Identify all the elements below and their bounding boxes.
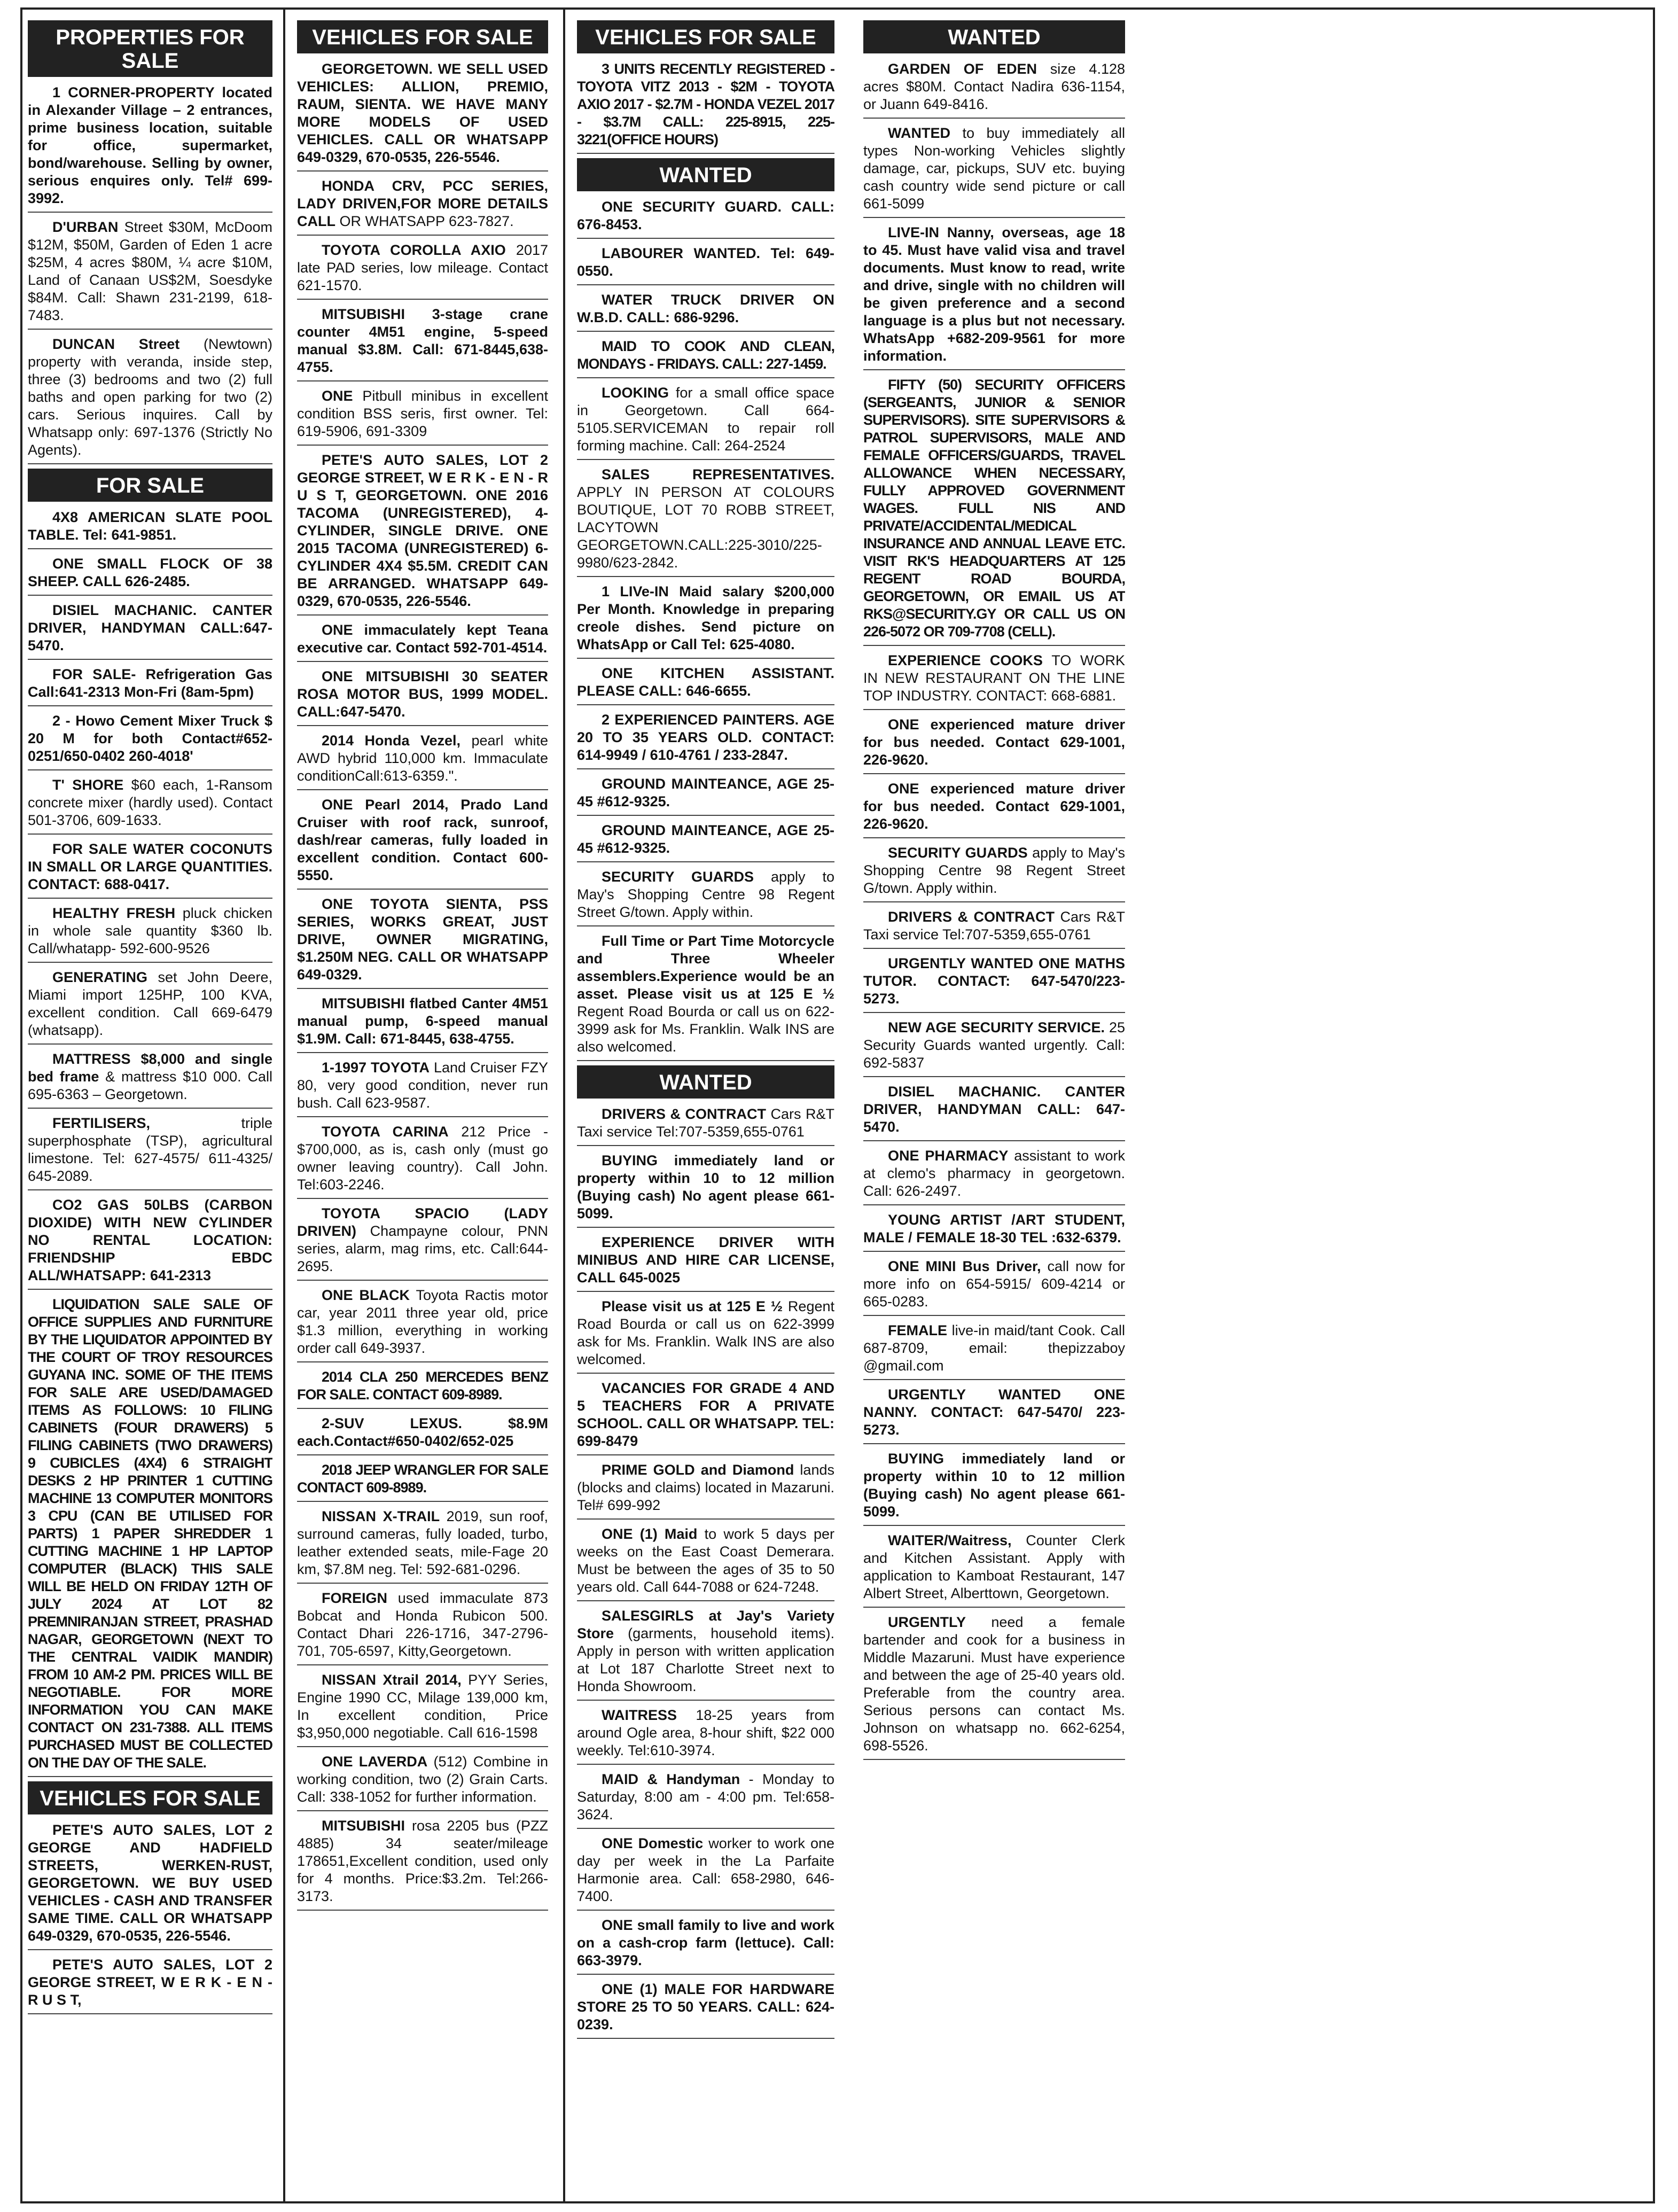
ad-lead: DRIVERS & CONTRACT bbox=[602, 1106, 766, 1122]
ad-text: PETE'S AUTO SALES, LOT 2 GEORGE AND HADFIELD STREETS, WERKEN-RUST, GEORGETOWN. WE BUY USED VEHICLES - CASH AND TRANSFER SAME TIME. CALL OR WHATSAPP 649-0329, 670-0535, 226-5546. bbox=[28, 1822, 272, 1944]
classified-ad bbox=[577, 663, 834, 705]
ad-text: BUYING immediately land or property within 10 to 12 million (Buying cash) No agent please 661-5099. bbox=[863, 1451, 1125, 1520]
classified-ad bbox=[297, 1460, 548, 1502]
section-heading: WANTED bbox=[577, 1065, 834, 1099]
ad-lead: NEW AGE SECURITY SERVICE. bbox=[888, 1019, 1105, 1035]
classified-ad bbox=[577, 1378, 834, 1455]
ad-text: ONE KITCHEN ASSISTANT. PLEASE CALL: 646-6655. bbox=[577, 665, 834, 699]
ad-lead: 1-1997 TOYOTA bbox=[322, 1060, 430, 1076]
ad-text: Counter Clerk and Kitchen Assistant. Apply with application to Kamboat Restaurant, 147 Albert Street, Alberttown, Georgetown. bbox=[863, 1532, 1125, 1601]
classified-ad bbox=[577, 59, 834, 154]
classified-ad bbox=[297, 1285, 548, 1362]
classified-ad bbox=[577, 581, 834, 659]
ad-text: triple superphosphate (TSP), agricultural limestone. Tel: 627-4575/ 611-4325/ 645-2089. bbox=[28, 1115, 272, 1184]
classified-ad bbox=[577, 1606, 834, 1701]
ad-text: rosa 2205 bus (PZZ 4885) 34 seater/mileage 178651,Excellent condition, used only for 4 months. Price:$3.2m. Tel:266-3173. bbox=[297, 1818, 548, 1904]
classified-ad bbox=[863, 1530, 1125, 1608]
classified-ad bbox=[297, 240, 548, 300]
classified-ad bbox=[863, 1320, 1125, 1380]
ad-text: call now for more info on 654-5915/ 609-4214 or 665-0283. bbox=[863, 1258, 1125, 1310]
ad-text: 2-SUV LEXUS. $8.9M each.Contact#650-0402/652-025 bbox=[297, 1415, 548, 1449]
ad-text: for a small office space in Georgetown. Call 664-5105.SERVICEMAN to repair roll forming machine. Call: 264-2524 bbox=[577, 385, 834, 454]
ad-lead: SALES REPRESENTATIVES. bbox=[602, 466, 834, 482]
ad-lead: WAITRESS bbox=[602, 1707, 677, 1723]
ad-text: CO2 GAS 50LBS (CARBON DIOXIDE) WITH NEW CYLINDER NO RENTAL LOCATION: FRIENDSHIP EBDC ALL/WHATSAPP: 641-2313 bbox=[28, 1197, 272, 1283]
classified-ad bbox=[577, 464, 834, 577]
ad-text: ONE TOYOTA SIENTA, PSS SERIES, WORKS GREAT, JUST DRIVE, OWNER MIGRATING, $1.250M NEG. CALL OR WHATSAPP 649-0329. bbox=[297, 896, 548, 983]
ad-lead: MAID & Handyman bbox=[602, 1771, 740, 1787]
ad-lead: ONE bbox=[322, 388, 353, 404]
column-3 bbox=[577, 16, 834, 2043]
ad-lead: Full Time or Part Time Motorcycle and Three Wheeler assemblers.Experience would be an asset. Please visit us at 125 E ½ bbox=[577, 933, 834, 1002]
classified-ad bbox=[577, 1979, 834, 2039]
classified-ad bbox=[577, 867, 834, 926]
classified-ad bbox=[577, 243, 834, 285]
classified-ad bbox=[28, 1954, 272, 2014]
ad-lead: ONE Domestic bbox=[602, 1835, 704, 1851]
ad-lead: ONE LAVERDA bbox=[322, 1754, 428, 1770]
classified-ad bbox=[577, 710, 834, 769]
ad-text: FIFTY (50) SECURITY OFFICERS (SERGEANTS, JUNIOR & SENIOR SUPERVISORS). SITE SUPERVISORS & PATROL SUPERVISORS, MALE AND FEMALE OFFICERS/GUARDS, TRAVEL ALLOWANCE WHEN NECESSARY, FULLY APPROVED GOVERNMENT WAGES. FULL NIS AND PRIVATE/ACCIDENTAL/MEDICAL INSURANCE AND ANNUAL LEAVE ETC. VISIT RK'S HEADQUARTERS AT 125 REGENT ROAD BOURDA, GEORGETOWN, OR EMAIL US AT RKS@SECURITY.GY OR CALL US ON 226-5072 OR 709-7708 (CELL). bbox=[863, 377, 1125, 640]
classified-ad bbox=[863, 778, 1125, 838]
ad-text: used immaculate 873 Bobcat and Honda Rubicon 500. Contact Dhari 226-1716, 347-2796-701, 705-6597, Kitty,Georgetown. bbox=[297, 1590, 548, 1659]
ad-text: set John Deere, Miami import 125HP, 100 KVA, excellent condition. Call 669-6479 (whatsapp). bbox=[28, 969, 272, 1038]
ad-lead: SALESGIRLS at Jay's Variety Store bbox=[577, 1608, 834, 1641]
ad-text: ONE Pearl 2014, Prado Land Cruiser with roof rack, sunroof, dash/rear cameras, fully loaded in excellent condition. Contact 600-5550. bbox=[297, 797, 548, 883]
classified-ad bbox=[577, 1705, 834, 1765]
ad-text: ONE experienced mature driver for bus needed. Contact 629-1001, 226-9620. bbox=[863, 716, 1125, 768]
ad-lead: FEMALE bbox=[888, 1322, 947, 1338]
ad-text: pearl white AWD hybrid 110,000 km. Immaculate conditionCall:613-6359.". bbox=[297, 733, 548, 784]
ad-text: MAID TO COOK AND CLEAN, MONDAYS - FRIDAYS. CALL: 227-1459. bbox=[577, 338, 834, 372]
classified-ad bbox=[297, 1121, 548, 1199]
classified-ad bbox=[28, 334, 272, 464]
classified-ad bbox=[28, 217, 272, 330]
classified-ad bbox=[863, 907, 1125, 949]
ad-text: 212 Price - $700,000, as is, cash only (must go owner leaving country). Call John. Tel:603-2246. bbox=[297, 1124, 548, 1193]
ad-text: LABOURER WANTED. Tel: 649-0550. bbox=[577, 245, 834, 279]
classified-ad bbox=[297, 59, 548, 172]
classified-ad bbox=[297, 993, 548, 1053]
classified-ad bbox=[297, 450, 548, 616]
classified-ad bbox=[863, 953, 1125, 1013]
ad-text: ONE small family to live and work on a cash-crop farm (lettuce). Call: 663-3979. bbox=[577, 1917, 834, 1968]
classified-ad bbox=[577, 1150, 834, 1228]
classified-ad bbox=[28, 839, 272, 899]
ad-text: lands (blocks and claims) located in Mazaruni. Tel# 699-992 bbox=[577, 1462, 834, 1513]
ad-lead: FOREIGN bbox=[322, 1590, 388, 1606]
ad-lead: HONDA CRV, PCC SERIES, LADY DRIVEN,FOR MORE DETAILS CALL bbox=[297, 178, 548, 229]
ad-text: 2019, sun roof, surround cameras, fully loaded, turbo, leather extended seats, mile-Fage 20 km, $7.8M neg. Tel: 592-681-0296. bbox=[297, 1508, 548, 1577]
classified-ad bbox=[297, 1057, 548, 1117]
ad-text: URGENTLY WANTED ONE NANNY. CONTACT: 647-5470/ 223-5273. bbox=[863, 1387, 1125, 1438]
ad-text: 2 - Howo Cement Mixer Truck $ 20 M for both Contact#652-0251/650-0402 260-4018' bbox=[28, 713, 272, 764]
classified-ad bbox=[577, 1833, 834, 1911]
ad-text: live-in maid/tant Cook. Call 687-8709, email: thepizzaboy @gmail.com bbox=[863, 1322, 1125, 1374]
ad-text: apply to May's Shopping Centre 98 Regent Street G/town. Apply within. bbox=[577, 869, 834, 920]
ad-lead: NISSAN X-TRAIL bbox=[322, 1508, 440, 1524]
ad-text: LIQUIDATION SALE SALE OF OFFICE SUPPLIES AND FURNITURE BY THE LIQUIDATOR APPOINTED BY THE COURT OF TROY RESOURCES GUYANA INC. SOME OF THE ITEMS FOR SALE ARE USED/DAMAGED ITEMS AS FOLLOWS: 10 FILING CABINETS (FOUR DRAWERS) 5 FILING CABINETS (TWO DRAWERS) 9 CUBICLES (4X4) 6 STRAIGHT DESKS 2 HP PRINTER 1 CUTTING MACHINE 13 COMPUTER MONITORS 3 CPU (CAN BE UTILISED FOR PARTS) 1 PAPER SHREDDER 1 CUTTING MACHINE 1 HP LAPTOP COMPUTER (BLACK) THIS SALE WILL BE HELD ON FRIDAY 12TH OF JULY 2024 AT LOT 82 PREMNIRANJAN STREET, PRASHAD NAGAR, GEORGETOWN (NEXT TO THE CENTRAL VAIDIK MANDIR) FROM 10 AM-2 PM. PRICES WILL BE NEGOTIABLE. FOR MORE INFORMATION YOU CAN MAKE CONTACT ON 231-7388. ALL ITEMS PURCHASED MUST BE COLLECTED ON THE DAY OF THE SALE. bbox=[28, 1296, 272, 1771]
classified-ad bbox=[863, 1256, 1125, 1316]
ad-text: OR WHATSAPP 623-7827. bbox=[335, 213, 514, 229]
ad-text: (Newtown) property with veranda, inside step, three (3) bedrooms and two (2) full baths and open parking for two (2) cars. Serious inquires. Call by Whatsapp only: 697-1376 (Strictly No Agents). bbox=[28, 336, 272, 458]
ad-text: Champayne colour, PNN series, alarm, mag rims, etc. Call:644-2695. bbox=[297, 1223, 548, 1274]
ad-text: Pitbull minibus in excellent condition BSS seris, first owner. Tel: 619-5906, 691-3309 bbox=[297, 388, 548, 439]
section-heading: FOR SALE bbox=[28, 469, 272, 502]
ad-lead: MATTRESS $8,000 and single bed frame bbox=[28, 1051, 272, 1085]
classified-ad bbox=[28, 507, 272, 549]
ad-text: PETE'S AUTO SALES, LOT 2 GEORGE STREET, W E R K - E N - R U S T, GEORGETOWN. ONE 2016 TACOMA (UNREGISTERED), 4-CYLINDER, SINGLE DRIVE. ONE 2015 TACOMA (UNREGISTERED) 6-CYLINDER 4X4 $5.5M. CREDIT CAN BE ARRANGED. WHATSAPP 649-0329, 670-0535, 226-5546. bbox=[297, 452, 548, 609]
ad-text: YOUNG ARTIST /ART STUDENT, MALE / FEMALE 18-30 TEL :632-6379. bbox=[863, 1212, 1125, 1245]
ad-text: to work 5 days per weeks on the East Coast Demerara. Must be between the ages of 35 to 50 years old. Call 644-7088 or 624-7248. bbox=[577, 1526, 834, 1595]
ad-text: DISIEL MACHANIC. CANTER DRIVER, HANDYMAN CALL:647-5470. bbox=[28, 602, 272, 653]
ad-text: (512) Combine in working condition, two (2) Grain Carts. Call: 338-1052 for further information. bbox=[297, 1754, 548, 1805]
ad-lead: ONE PHARMACY bbox=[888, 1148, 1009, 1164]
classified-ad bbox=[577, 1524, 834, 1601]
classified-ad bbox=[863, 59, 1125, 119]
ad-lead: DRIVERS & CONTRACT bbox=[888, 909, 1055, 925]
classified-ad bbox=[863, 1448, 1125, 1526]
classified-ad bbox=[28, 711, 272, 770]
classified-ad bbox=[863, 1384, 1125, 1444]
classified-ad bbox=[297, 1367, 548, 1409]
classified-ad bbox=[28, 775, 272, 835]
classified-ad bbox=[297, 1413, 548, 1455]
ad-text: 1 CORNER-PROPERTY located in Alexander Village – 2 entrances, prime business location, suitable for office, supermarket, bond/warehouse. Selling by owner, serious enquires only. Tel# 699-3992. bbox=[28, 84, 272, 206]
classified-ad bbox=[863, 1017, 1125, 1077]
classified-ad bbox=[577, 1232, 834, 1292]
ad-lead: T' SHORE bbox=[52, 777, 124, 793]
ad-text: VACANCIES FOR GRADE 4 AND 5 TEACHERS FOR A PRIVATE SCHOOL. CALL OR WHATSAPP. TEL: 699-8479 bbox=[577, 1380, 834, 1449]
ad-text: to buy immediately all types Non-working Vehicles slightly damage, car, pickups, SUV etc. buying cash country wide send picture or call 661-5099 bbox=[863, 125, 1125, 212]
ad-text: ONE MITSUBISHI 30 SEATER ROSA MOTOR BUS, 1999 MODEL. CALL:647-5470. bbox=[297, 668, 548, 720]
ad-text: LIVE-IN Nanny, overseas, age 18 to 45. Must have valid visa and travel documents. Must know to read, write and drive, single with no children will be given preference and a second language is a plus but not necessary. WhatsApp +682-209-9561 for more information. bbox=[863, 224, 1125, 364]
column-4 bbox=[863, 16, 1125, 1764]
classified-ad bbox=[28, 1049, 272, 1109]
ad-text: ONE experienced mature driver for bus needed. Contact 629-1001, 226-9620. bbox=[863, 781, 1125, 832]
ad-text: Cars R&T Taxi service Tel:707-5359,655-0761 bbox=[863, 909, 1125, 943]
ad-text: ONE SECURITY GUARD. CALL: 676-8453. bbox=[577, 199, 834, 232]
ad-lead: HEALTHY FRESH bbox=[52, 905, 176, 921]
classified-ad bbox=[863, 714, 1125, 774]
classified-ad bbox=[297, 666, 548, 726]
ad-text: size 4.128 acres $80M. Contact Nadira 636-1154, or Juann 649-8416. bbox=[863, 61, 1125, 112]
ad-text: - Monday to Saturday, 8:00 am - 4:00 pm. Tel:658-3624. bbox=[577, 1771, 834, 1822]
classified-ad bbox=[28, 1294, 272, 1777]
ad-lead: TOYOTA SPACIO (LADY DRIVEN) bbox=[297, 1205, 548, 1239]
classified-ad bbox=[28, 600, 272, 660]
ad-lead: 2014 Honda Vezel, bbox=[322, 733, 461, 749]
ad-text: & mattress $10 000. Call 695-6363 – Georgetown. bbox=[28, 1069, 272, 1102]
ad-text: GROUND MAINTEANCE, AGE 25-45 #612-9325. bbox=[577, 776, 834, 809]
ad-text: TO WORK IN NEW RESTAURANT ON THE LINE TOP INDUSTRY. CONTACT: 668-6881. bbox=[863, 652, 1125, 704]
ad-text: FOR SALE WATER COCONUTS IN SMALL OR LARGE QUANTITIES. CONTACT: 688-0417. bbox=[28, 841, 272, 892]
classified-ad bbox=[577, 336, 834, 378]
ad-text: pluck chicken in whole sale quantity $360 lb. Call/whatapp- 592-600-9526 bbox=[28, 905, 272, 956]
ad-text: Cars R&T Taxi service Tel:707-5359,655-0761 bbox=[577, 1106, 834, 1140]
ad-lead: LOOKING bbox=[602, 385, 669, 401]
classified-ad bbox=[297, 1816, 548, 1911]
classified-ad bbox=[863, 1612, 1125, 1760]
classified-ad bbox=[28, 554, 272, 596]
classified-ad bbox=[28, 1820, 272, 1950]
classified-ad bbox=[297, 1506, 548, 1584]
column-1 bbox=[28, 16, 272, 2019]
ad-text: FOR SALE- Refrigeration Gas Call:641-2313 Mon-Fri (8am-5pm) bbox=[28, 666, 272, 700]
ad-text: MITSUBISHI flatbed Canter 4M51 manual pump, 6-speed manual $1.9M. Call: 671-8445, 638-4755. bbox=[297, 995, 548, 1047]
classified-ad bbox=[577, 774, 834, 816]
ad-text: Toyota Ractis motor car, year 2011 three year old, price $1.3 million, everything in working order call 649-3937. bbox=[297, 1287, 548, 1356]
ad-text: ONE SMALL FLOCK OF 38 SHEEP. CALL 626-2485. bbox=[28, 556, 272, 589]
ad-lead: DUNCAN Street bbox=[52, 336, 180, 352]
ad-text: WATER TRUCK DRIVER ON W.B.D. CALL: 686-9296. bbox=[577, 292, 834, 325]
classified-ad bbox=[863, 1210, 1125, 1252]
ad-lead: EXPERIENCE COOKS bbox=[888, 652, 1043, 668]
classified-ad bbox=[863, 843, 1125, 902]
classified-ad bbox=[577, 1460, 834, 1520]
classified-ad bbox=[297, 894, 548, 989]
ad-lead: SECURITY GUARDS bbox=[888, 845, 1028, 861]
classified-ad bbox=[297, 1588, 548, 1665]
section-heading: VEHICLES FOR SALE bbox=[297, 20, 548, 53]
classified-ad bbox=[297, 1203, 548, 1281]
classified-ad bbox=[577, 1104, 834, 1146]
ad-lead: D'URBAN bbox=[52, 219, 119, 235]
ad-text: EXPERIENCE DRIVER WITH MINIBUS AND HIRE CAR LICENSE, CALL 645-0025 bbox=[577, 1234, 834, 1286]
ad-lead: TOYOTA COROLLA AXIO bbox=[322, 242, 506, 258]
classified-ad bbox=[297, 730, 548, 790]
ad-lead: NISSAN Xtrail 2014, bbox=[322, 1672, 462, 1688]
ad-text: (garments, household items). Apply in person with written application at Lot 187 Charlotte Street next to Honda Showroom. bbox=[577, 1625, 834, 1694]
column-divider bbox=[563, 9, 565, 2202]
ad-lead: URGENTLY bbox=[888, 1614, 966, 1630]
ad-text: APPLY IN PERSON AT COLOURS BOUTIQUE, LOT 70 ROBB STREET, LACYTOWN GEORGETOWN.CALL:225-3010/225-9980/623-2842. bbox=[577, 484, 834, 571]
ad-lead: PRIME GOLD and Diamond bbox=[602, 1462, 794, 1478]
classified-ad bbox=[297, 1670, 548, 1747]
classified-ad bbox=[297, 1751, 548, 1811]
classified-ad bbox=[28, 82, 272, 213]
ad-text: 18-25 years from around Ogle area, 8-hour shift, $22 000 weekly. Tel:610-3974. bbox=[577, 1707, 834, 1758]
ad-lead: FERTILISERS, bbox=[52, 1115, 151, 1131]
classified-ad bbox=[863, 375, 1125, 646]
ad-lead: WANTED bbox=[888, 125, 950, 141]
ad-text: ONE immaculately kept Teana executive car. Contact 592-701-4514. bbox=[297, 622, 548, 656]
classified-ad bbox=[863, 1146, 1125, 1205]
section-heading: WANTED bbox=[863, 20, 1125, 53]
ad-text: 4X8 AMERICAN SLATE POOL TABLE. Tel: 641-9851. bbox=[28, 509, 272, 543]
classified-ad bbox=[577, 383, 834, 460]
classified-ad bbox=[297, 620, 548, 662]
column-divider bbox=[283, 9, 285, 2202]
classified-ad bbox=[863, 1081, 1125, 1141]
classified-ad bbox=[577, 1296, 834, 1374]
classified-ad bbox=[28, 903, 272, 963]
section-heading: PROPERTIES FOR SALE bbox=[28, 20, 272, 77]
ad-lead: ONE (1) Maid bbox=[602, 1526, 698, 1542]
ad-text: 2017 late PAD series, low mileage. Contact 621-1570. bbox=[297, 242, 548, 293]
classified-ad bbox=[577, 820, 834, 862]
ad-text: 2018 JEEP WRANGLER FOR SALE CONTACT 609-8989. bbox=[297, 1462, 548, 1496]
ad-lead: Please visit us at 125 E ½ bbox=[602, 1298, 783, 1314]
ad-text: 25 Security Guards wanted urgently. Call: 692-5837 bbox=[863, 1019, 1125, 1071]
classified-ad bbox=[577, 1915, 834, 1975]
ad-text: 2 EXPERIENCED PAINTERS. AGE 20 TO 35 YEARS OLD. CONTACT: 614-9949 / 610-4761 / 233-2847. bbox=[577, 712, 834, 763]
ad-text: apply to May's Shopping Centre 98 Regent Street G/town. Apply within. bbox=[863, 845, 1125, 896]
ad-lead: MITSUBISHI bbox=[322, 1818, 405, 1834]
classified-ad bbox=[28, 1195, 272, 1290]
ad-lead: TOYOTA CARINA bbox=[322, 1124, 449, 1140]
ad-text: $60 each, 1-Ransom concrete mixer (hardly used). Contact 501-3706, 609-1633. bbox=[28, 777, 272, 828]
ad-text: MITSUBISHI 3-stage crane counter 4M51 engine, 5-speed manual $3.8M. Call: 671-8445,638-4755. bbox=[297, 306, 548, 375]
classified-ad bbox=[297, 386, 548, 446]
ad-text: Street $30M, McDoom $12M, $50M, Garden of Eden 1 acre $25M, 4 acres $80M, ¼ acre $10M, Land of Canaan US$2M, Soesdyke $84M. Call: Shawn 231-2199, 618-7483. bbox=[28, 219, 272, 323]
classified-ad bbox=[863, 123, 1125, 218]
ad-text: Regent Road Bourda or call us on 622-3999 ask for Ms. Franklin. Walk INS are also welcomed. bbox=[577, 1003, 834, 1055]
classified-ad bbox=[863, 222, 1125, 370]
ad-text: GROUND MAINTEANCE, AGE 25-45 #612-9325. bbox=[577, 822, 834, 856]
section-heading: VEHICLES FOR SALE bbox=[28, 1781, 272, 1814]
ad-lead: WAITER/Waitress, bbox=[888, 1532, 1012, 1548]
classified-ad bbox=[28, 1113, 272, 1190]
classified-ad bbox=[297, 304, 548, 381]
classified-ad bbox=[863, 650, 1125, 710]
ad-lead: SECURITY GUARDS bbox=[602, 869, 754, 885]
ad-text: GEORGETOWN. WE SELL USED VEHICLES: ALLION, PREMIO, RAUM, SIENTA. WE HAVE MANY MORE MODELS OF USED VEHICLES. CALL OR WHATSAPP 649-0329, 670-0535, 226-5546. bbox=[297, 61, 548, 165]
ad-text: BUYING immediately land or property within 10 to 12 million (Buying cash) No agent please 661-5099. bbox=[577, 1152, 834, 1221]
ad-text: Regent Road Bourda or call us on 622-3999 ask for Ms. Franklin. Walk INS are also welcomed. bbox=[577, 1298, 834, 1367]
ad-text: PYY Series, Engine 1990 CC, Milage 139,000 km, In excellent condition, Price $3,950,000 negotiable. Call 616-1598 bbox=[297, 1672, 548, 1741]
ad-text: PETE'S AUTO SALES, LOT 2 GEORGE STREET, W E R K - E N - R U S T, bbox=[28, 1957, 272, 2008]
ad-text: 3 UNITS RECENTLY REGISTERED - TOYOTA VITZ 2013 - $2M - TOYOTA AXIO 2017 - $2.7M - HONDA VEZEL 2017 - $3.7M CALL: 225-8915, 225-3221(OFFICE HOURS) bbox=[577, 61, 834, 147]
classified-ad bbox=[297, 795, 548, 890]
ad-text: DISIEL MACHANIC. CANTER DRIVER, HANDYMAN CALL: 647-5470. bbox=[863, 1084, 1125, 1135]
ad-text: assistant to work at clemo's pharmacy in georgetown. Call: 626-2497. bbox=[863, 1148, 1125, 1199]
ad-text: worker to work one day per week in the La Parfaite Harmonie area. Call: 658-2980, 646-7400. bbox=[577, 1835, 834, 1904]
classified-ad bbox=[28, 967, 272, 1045]
classified-ad bbox=[28, 664, 272, 706]
ad-lead: ONE MINI Bus Driver, bbox=[888, 1258, 1041, 1274]
ad-lead: ONE BLACK bbox=[322, 1287, 410, 1303]
ad-text: ONE (1) MALE FOR HARDWARE STORE 25 TO 50 YEARS. CALL: 624-0239. bbox=[577, 1981, 834, 2032]
classified-ad bbox=[577, 290, 834, 332]
classified-ad bbox=[577, 197, 834, 239]
ad-text: 2014 CLA 250 MERCEDES BENZ FOR SALE. CONTACT 609-8989. bbox=[297, 1369, 548, 1403]
column-2 bbox=[297, 16, 548, 1915]
ad-text: URGENTLY WANTED ONE MATHS TUTOR. CONTACT: 647-5470/223-5273. bbox=[863, 955, 1125, 1007]
classified-ad bbox=[577, 931, 834, 1061]
section-heading: VEHICLES FOR SALE bbox=[577, 20, 834, 53]
ad-lead: GENERATING bbox=[52, 969, 148, 985]
ad-lead: GARDEN OF EDEN bbox=[888, 61, 1037, 77]
ad-text: 1 LIVe-IN Maid salary $200,000 Per Month. Knowledge in preparing creole dishes. Send picture on WhatsApp or Call Tel: 625-4080. bbox=[577, 583, 834, 652]
classified-ad bbox=[577, 1769, 834, 1829]
classified-ad bbox=[297, 176, 548, 236]
ad-text: Land Cruiser FZY 80, very good condition, never run bush. Call 623-9587. bbox=[297, 1060, 548, 1111]
section-heading: WANTED bbox=[577, 158, 834, 191]
ad-text: need a female bartender and cook for a business in Middle Mazaruni. Must have experience and between the age of 25-40 years old. Preferable from the country area. Serious persons can contact Ms. Johnson on whatsapp no. 662-6254, 698-5526. bbox=[863, 1614, 1125, 1754]
